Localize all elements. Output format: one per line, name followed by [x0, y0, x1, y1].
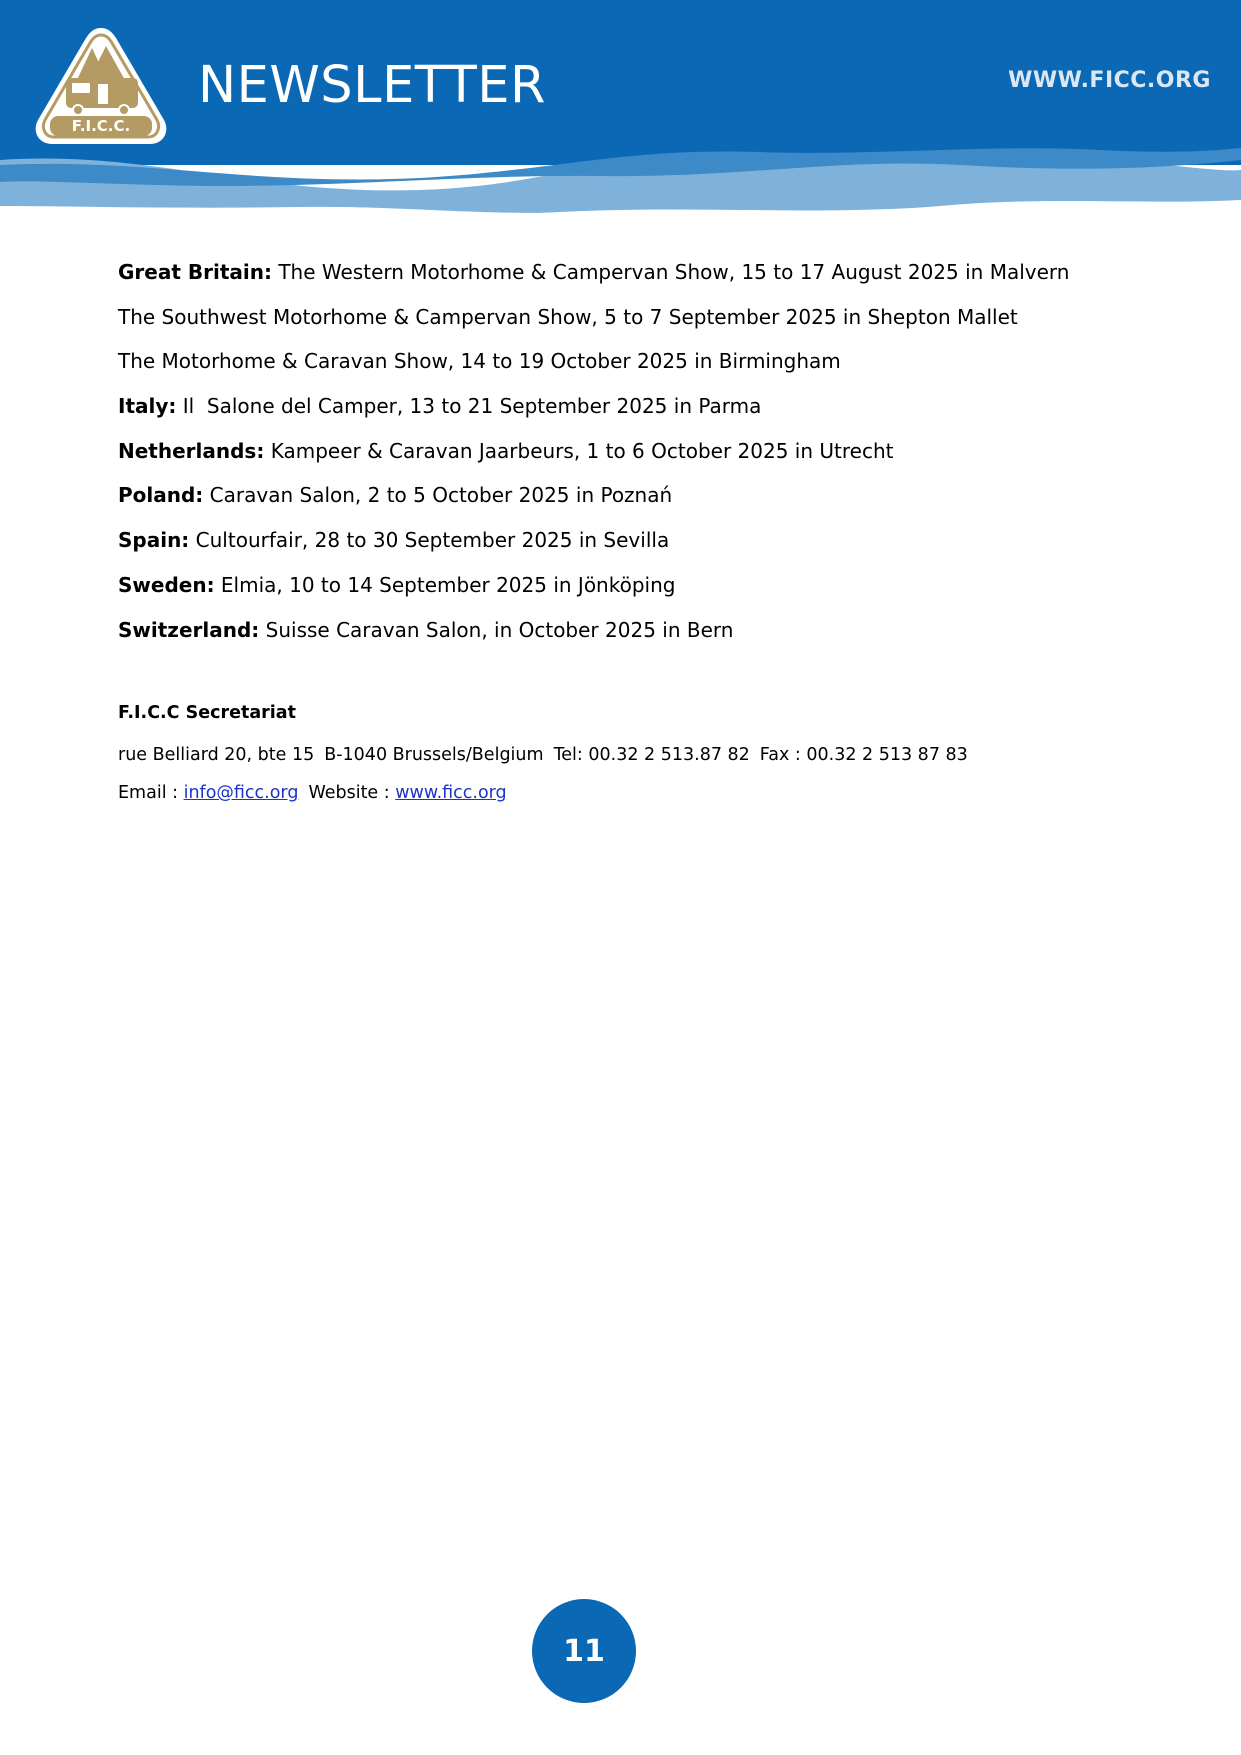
secretariat-block — [118, 701, 1158, 819]
show-item — [118, 616, 1158, 644]
newsletter-title: NEWSLETTER — [198, 56, 546, 115]
secretariat-links-line — [118, 781, 1158, 805]
header-website[interactable]: WWW.FICC.ORG — [1008, 68, 1211, 93]
website-link[interactable]: www.ficc.org — [395, 783, 507, 803]
show-text: Kampeer & Caravan Jaarbeurs, 1 to 6 October 2025 in Utrecht — [264, 438, 894, 463]
secretariat-tel: Tel: 00.32 2 513.87 82 — [553, 745, 750, 765]
show-text: Elmia, 10 to 14 September 2025 in Jönköping — [214, 572, 676, 597]
show-item — [118, 481, 1158, 509]
secretariat-address: rue Belliard 20, bte 15 — [118, 745, 315, 765]
ficc-logo — [32, 24, 170, 148]
show-item — [118, 526, 1158, 554]
header-wave-banner — [0, 0, 1241, 230]
show-country: Spain: — [118, 528, 190, 553]
page-number: 11 — [532, 1599, 636, 1703]
show-country: Italy: — [118, 394, 177, 419]
show-country: Netherlands: — [118, 438, 265, 463]
show-text: Il Salone del Camper, 13 to 21 September 2025 in Parma — [176, 394, 762, 419]
show-item — [118, 437, 1158, 465]
show-country: Poland: — [118, 483, 204, 508]
email-label: Email : — [118, 783, 184, 803]
show-text: Cultourfair, 28 to 30 September 2025 in Sevilla — [189, 528, 670, 553]
secretariat-fax: Fax : 00.32 2 513 87 83 — [759, 745, 968, 765]
show-country: Great Britain: — [118, 260, 272, 284]
show-text: The Western Motorhome & Campervan Show, 15 to 17 August 2025 in Malvern — [271, 260, 1070, 284]
secretariat-title: F.I.C.C Secretariat — [118, 703, 296, 723]
show-text: Caravan Salon, 2 to 5 October 2025 in Poznań — [203, 483, 673, 508]
show-text: The Motorhome & Caravan Show, 14 to 19 October 2025 in Birmingham — [118, 349, 841, 374]
secretariat-contact-line — [118, 743, 1158, 767]
show-item — [118, 303, 1158, 331]
secretariat-city: B-1040 Brussels/Belgium — [324, 745, 544, 765]
show-item — [118, 258, 1158, 286]
show-text: The Southwest Motorhome & Campervan Show, 5 to 7 September 2025 in Shepton Mallet — [118, 304, 1018, 329]
show-item — [118, 347, 1158, 375]
show-country: Sweden: — [118, 572, 215, 597]
logo-text: F.I.C.C. — [71, 117, 131, 135]
show-item — [118, 571, 1158, 599]
shows-list — [118, 258, 1158, 660]
email-link[interactable]: info@ficc.org — [183, 783, 299, 803]
header — [0, 0, 1241, 230]
show-text: Suisse Caravan Salon, in October 2025 in Bern — [259, 617, 734, 642]
show-item — [118, 392, 1158, 420]
website-label: Website : — [308, 783, 396, 803]
show-country: Switzerland: — [118, 617, 260, 642]
